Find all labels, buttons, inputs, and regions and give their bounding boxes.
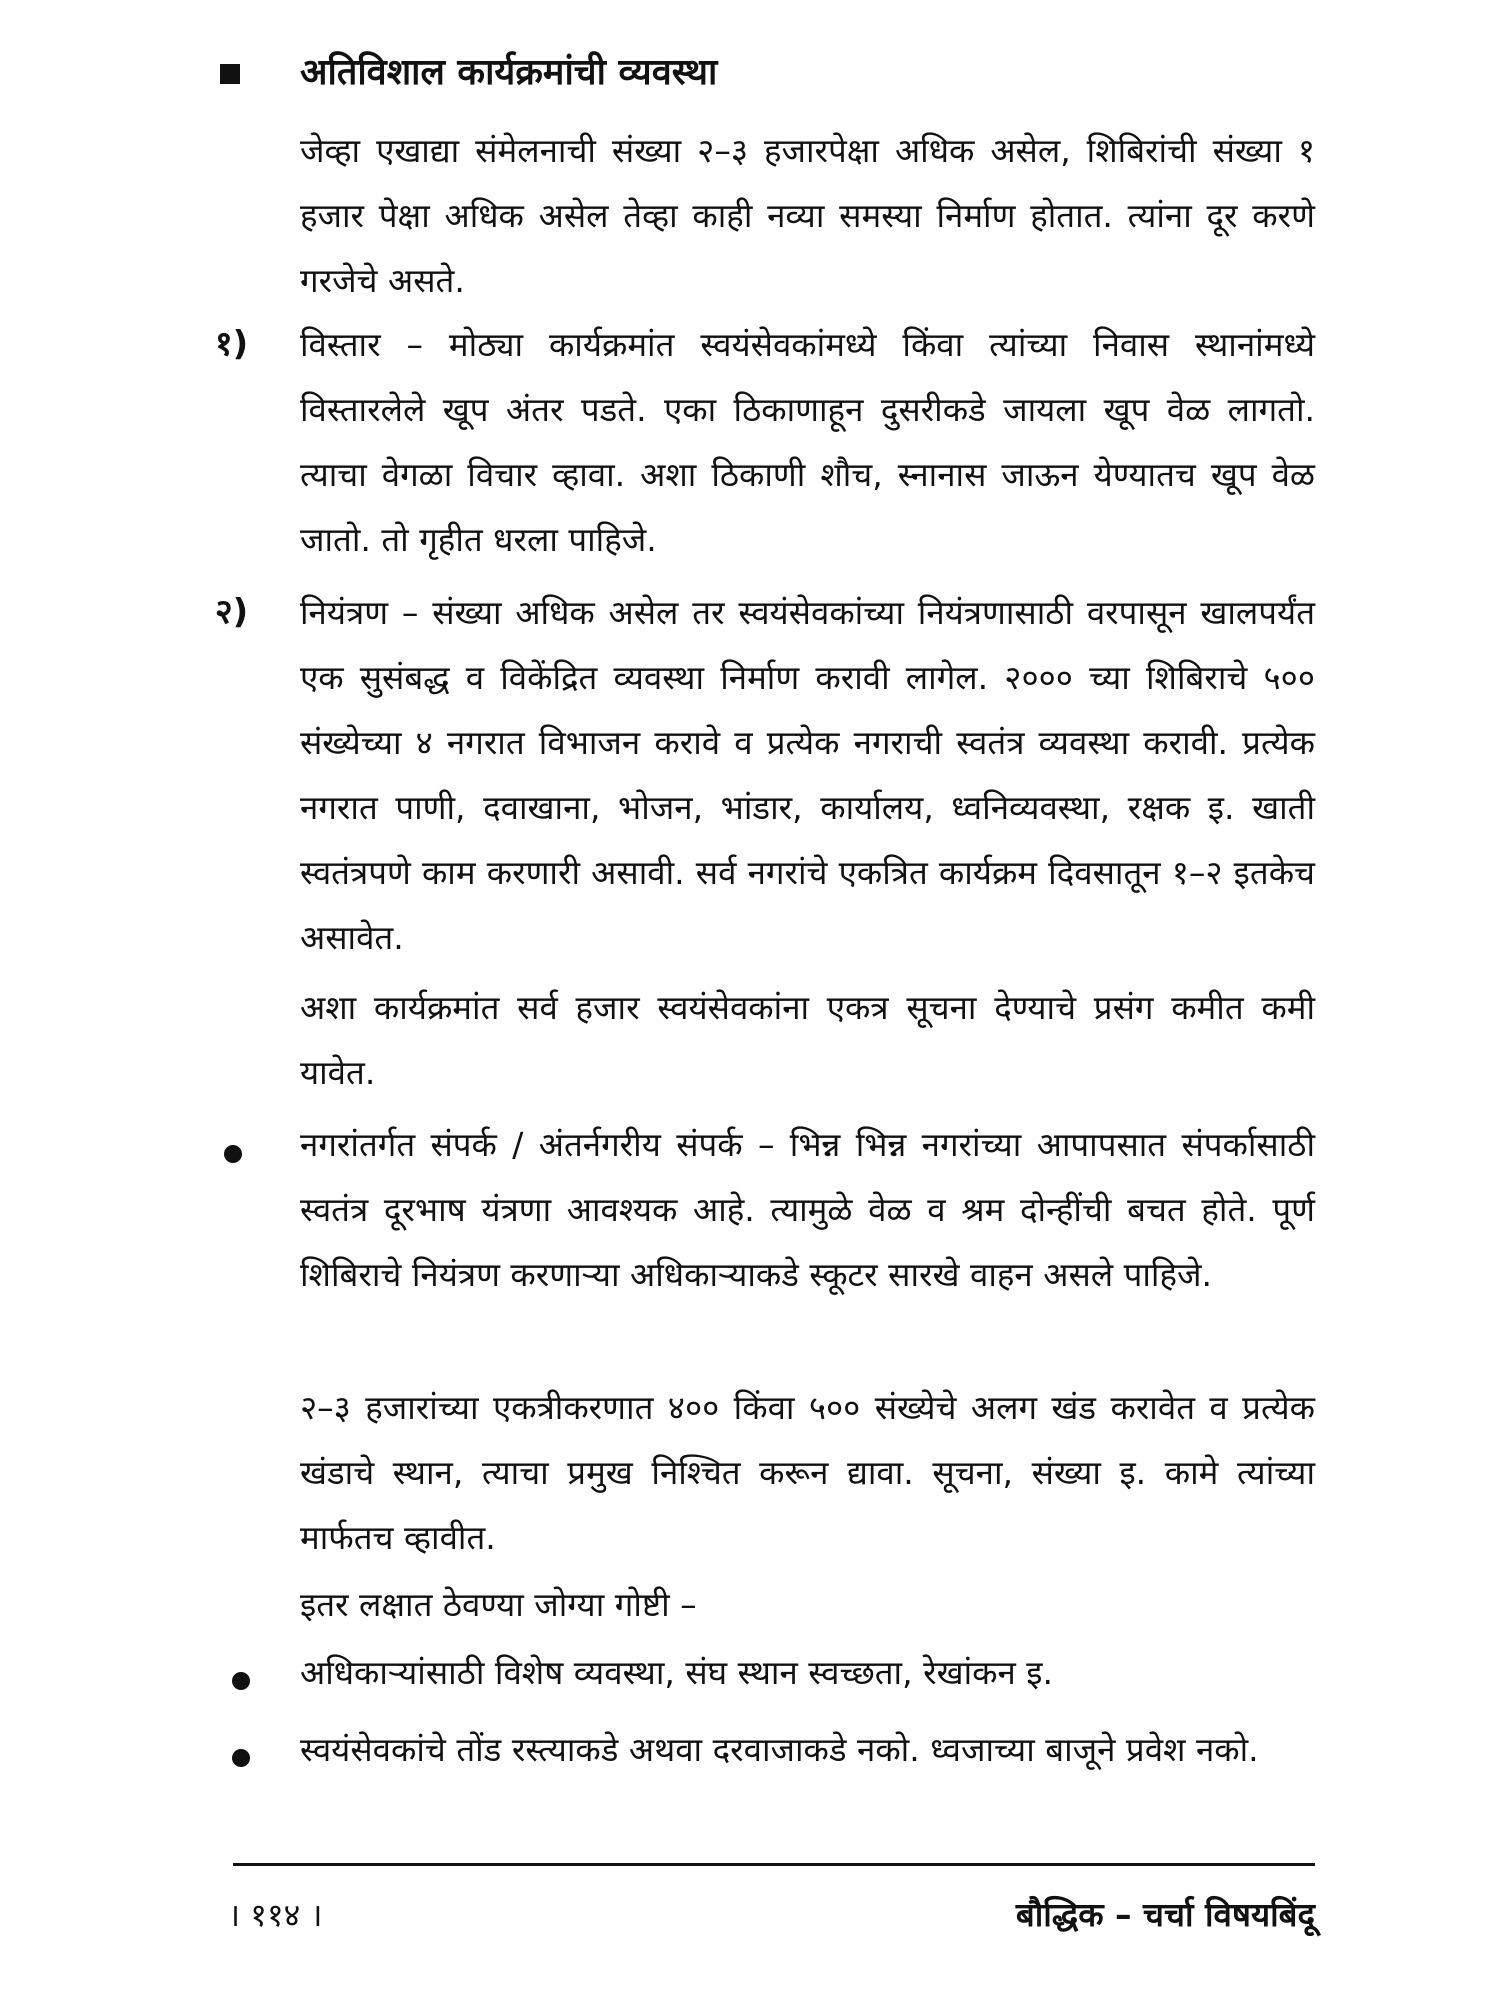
bullet-dot-icon: [232, 1672, 250, 1690]
square-bullet-icon: [220, 64, 240, 84]
other-points-heading: इतर लक्षात ठेवण्या जोग्या गोष्टी –: [300, 1585, 697, 1624]
other-point-2: स्वयंसेवकांचे तोंड रस्त्याकडे अथवा दरवाजाकडे नको. ध्वजाच्या बाजूने प्रवेश नको.: [300, 1730, 1259, 1769]
bullet-dot-icon: [224, 1145, 242, 1163]
point-2-text: नियंत्रण – संख्या अधिक असेल तर स्वयंसेवकांच्या नियंत्रणासाठी वरपासून खालपर्यंत एक सुसंबद्ध व विकेंद्रित व्यवस्था निर्माण करावी लागेल. २००० च्या शिबिराचे ५०० संख्येच्या ४ नगरात विभाजन करावे व प्रत्येक नगराची स्वतंत्र व्यवस्था करावी. प्रत्येक नगरात पाणी, दवाखाना, भोजन, भांडार, कार्यालय, ध्वनिव्यवस्था, रक्षक इ. खाती स्वतंत्रपणे काम करणारी असावी. सर्व नगरांचे एकत्रित कार्यक्रम दिवसातून १–२ इतकेच असावेत.: [300, 593, 1315, 957]
page-number: । ११४ ।: [228, 1896, 323, 1934]
footer-divider: [233, 1863, 1315, 1866]
point-number-2: २): [215, 592, 249, 632]
other-point-1: अधिकाऱ्यांसाठी विशेष व्यवस्था, संघ स्थान स्वच्छता, रेखांकन इ.: [300, 1653, 1053, 1692]
contact-followup: २–३ हजारांच्या एकत्रीकरणात ४०० किंवा ५०० संख्येचे अलग खंड करावेत व प्रत्येक खंडाचे स्थान, त्याचा प्रमुख निश्चित करून द्यावा. सूचना, संख्या इ. कामे त्यांच्या मार्फतच व्हावीत.: [300, 1388, 1315, 1557]
book-title: बौद्धिक – चर्चा विषयबिंदू: [1015, 1895, 1315, 1934]
bullet-dot-icon: [232, 1749, 250, 1767]
point-number-1: १): [215, 324, 249, 364]
intro-paragraph: जेव्हा एखाद्या संमेलनाची संख्या २–३ हजारपेक्षा अधिक असेल, शिबिरांची संख्या १ हजार पेक्षा अधिक असेल तेव्हा काही नव्या समस्या निर्माण होतात. त्यांना दूर करणे गरजेचे असते.: [300, 131, 1315, 300]
section-heading: अतिविशाल कार्यक्रमांची व्यवस्था: [300, 52, 718, 93]
point-1-text: विस्तार – मोठ्या कार्यक्रमांत स्वयंसेवकांमध्ये किंवा त्यांच्या निवास स्थानांमध्ये विस्तारलेले खूप अंतर पडते. एका ठिकाणाहून दुसरीकडे जायला खूप वेळ लागतो. त्याचा वेगळा विचार व्हावा. अशा ठिकाणी शौच, स्नानास जाऊन येण्यातच खूप वेळ जातो. तो गृहीत धरला पाहिजे.: [300, 325, 1315, 559]
point-2-followup: अशा कार्यक्रमांत सर्व हजार स्वयंसेवकांना एकत्र सूचना देण्याचे प्रसंग कमीत कमी यावेत.: [300, 988, 1315, 1092]
contact-paragraph: नगरांतर्गत संपर्क / अंतर्नगरीय संपर्क – भिन्न भिन्न नगरांच्या आपापसात संपर्कासाठी स्वतंत्र दूरभाष यंत्रणा आवश्यक आहे. त्यामुळे वेळ व श्रम दोन्हींची बचत होते. पूर्ण शिबिराचे नियंत्रण करणाऱ्या अधिकाऱ्याकडे स्कूटर सारखे वाहन असले पाहिजे.: [300, 1125, 1315, 1294]
